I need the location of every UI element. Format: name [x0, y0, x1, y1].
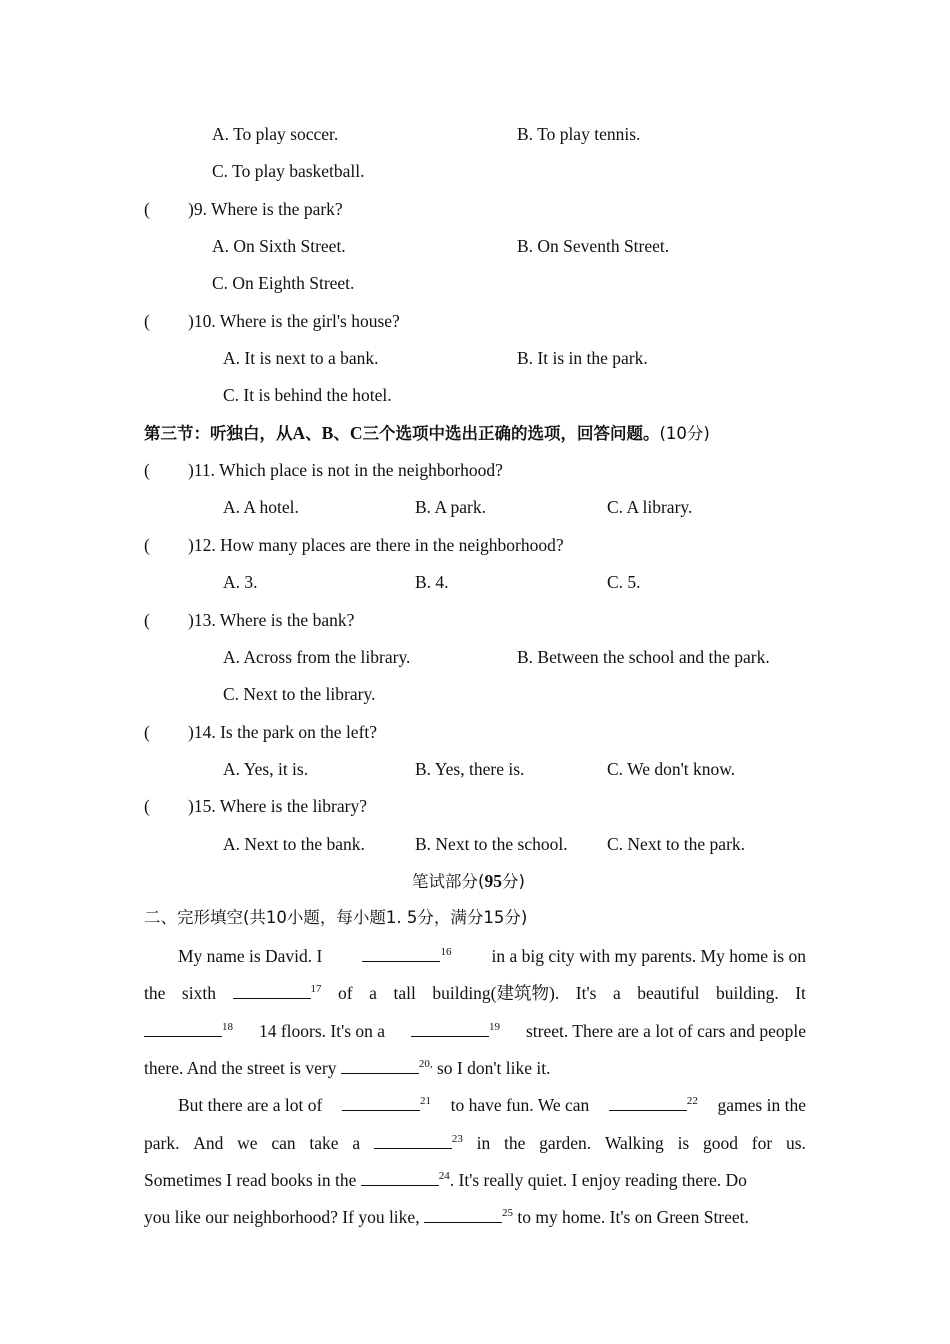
q9-option-c: C. On Eighth Street. [212, 273, 355, 293]
q12-option-b: B. 4. [415, 572, 449, 592]
cloze-p2-line4 [144, 1206, 749, 1228]
q9-option-a: A. On Sixth Street. [212, 236, 346, 256]
question-text: 13. Where is the bank? [193, 610, 355, 630]
text: to have fun. We can [450, 1095, 590, 1115]
text: Sometimes I read books in the [144, 1170, 357, 1190]
answer-paren-close: ) [188, 199, 194, 219]
word: the [144, 983, 166, 1003]
word: can [271, 1133, 296, 1153]
question-12 [144, 534, 564, 556]
text: you like our neighborhood? If you like, [144, 1207, 420, 1227]
blank-number: 17 [310, 983, 322, 996]
word: the [504, 1133, 526, 1153]
blank-number: 20, [418, 1058, 433, 1071]
text: there. And the street is very [144, 1058, 337, 1078]
word: a [369, 983, 377, 1003]
heading-letter-c: C [349, 423, 363, 443]
written-part-title [412, 870, 525, 893]
word: And [193, 1133, 224, 1153]
word: for [751, 1133, 773, 1153]
question-text: 15. Where is the library? [193, 796, 367, 816]
cloze-p2-line1 [178, 1094, 806, 1116]
cloze-p1-line3 [144, 1020, 806, 1042]
blank-number: 19 [489, 1021, 500, 1034]
text: games in the [717, 1095, 806, 1115]
q11-option-a: A. A hotel. [223, 497, 299, 517]
question-9 [144, 198, 343, 220]
q11-option-b: B. A park. [415, 497, 486, 517]
q13-option-b: B. Between the school and the park. [517, 647, 770, 667]
question-text: 9. Where is the park? [193, 199, 343, 219]
answer-paren-close: ) [188, 535, 194, 555]
word: a [352, 1133, 361, 1153]
q10-option-b: B. It is in the park. [517, 348, 648, 368]
word: building(建筑物). [432, 983, 560, 1003]
q11-option-c: C. A library. [607, 497, 693, 517]
text: . It's really quiet. I enjoy reading there. Do [449, 1170, 747, 1190]
word: we [237, 1133, 258, 1153]
q14-option-b: B. Yes, there is. [415, 759, 525, 779]
q10-option-c: C. It is behind the hotel. [223, 385, 392, 405]
blank-number: 25 [501, 1207, 513, 1220]
heading-score: (10分) [659, 424, 710, 443]
blank-number: 23 [451, 1133, 463, 1146]
answer-paren-close: ) [188, 460, 194, 480]
word: sixth [181, 983, 216, 1003]
word: good [703, 1133, 739, 1153]
word: of [338, 983, 353, 1003]
text: to my home. It's on Green Street. [517, 1207, 749, 1227]
heading-text: 第三节：听独白，从 [144, 424, 293, 443]
word: tall [393, 983, 416, 1003]
q14-option-c: C. We don't know. [607, 759, 736, 779]
blank-19[interactable] [411, 1021, 489, 1037]
blank-number: 24 [438, 1170, 450, 1183]
question-text: 12. How many places are there in the neighborhood? [193, 535, 564, 555]
answer-paren-close: ) [188, 610, 194, 630]
question-13 [144, 609, 354, 631]
q15-option-a: A. Next to the bank. [223, 834, 365, 854]
blank-16[interactable] [362, 946, 440, 962]
word: It [795, 983, 806, 1003]
blank-number: 21 [419, 1095, 431, 1108]
question-11 [144, 459, 503, 481]
cloze-p2-line3 [144, 1169, 747, 1191]
question-text: 11. Which place is not in the neighborhood? [193, 460, 503, 480]
q12-option-c: C. 5. [607, 572, 641, 592]
blank-18[interactable] [144, 1021, 222, 1037]
title-text: 笔试部分( [412, 872, 485, 891]
word: park. [144, 1133, 180, 1153]
answer-paren-open: ( [144, 610, 150, 630]
answer-paren-open: ( [144, 460, 150, 480]
cloze-p1-line1 [178, 945, 806, 967]
heading-letter-a: A [292, 423, 306, 443]
cloze-p2-line2 [144, 1132, 806, 1154]
q14-option-a: A. Yes, it is. [223, 759, 309, 779]
blank-24[interactable] [361, 1170, 439, 1186]
word: garden. [539, 1133, 592, 1153]
answer-paren-open: ( [144, 199, 150, 219]
text: But there are a lot of [178, 1095, 323, 1115]
title-text: 分) [501, 872, 525, 891]
blank-20[interactable] [341, 1058, 419, 1074]
answer-paren-close: ) [188, 311, 194, 331]
q8-option-b: B. To play tennis. [517, 124, 641, 144]
q8-option-a: A. To play soccer. [212, 124, 339, 144]
blank-25[interactable] [424, 1207, 502, 1223]
question-text: 14. Is the park on the left? [193, 722, 378, 742]
answer-paren-open: ( [144, 535, 150, 555]
word: us. [785, 1133, 806, 1153]
word: in [476, 1133, 491, 1153]
cloze-p1-line4 [144, 1057, 550, 1079]
word: building. [715, 983, 779, 1003]
text: street. There are a lot of cars and people [525, 1021, 806, 1041]
question-10 [144, 310, 400, 332]
answer-paren-open: ( [144, 722, 150, 742]
q12-option-a: A. 3. [223, 572, 258, 592]
answer-paren-open: ( [144, 311, 150, 331]
heading-text: 三个选项中选出正确的选项，回答问题。 [362, 424, 660, 443]
blank-21[interactable] [342, 1095, 420, 1111]
heading-letter-b: B [321, 423, 334, 443]
blank-number: 18 [222, 1021, 233, 1034]
blank-22[interactable] [609, 1095, 687, 1111]
text: 14 floors. It's on a [258, 1021, 386, 1041]
answer-paren-open: ( [144, 796, 150, 816]
section-3-heading [144, 422, 710, 445]
text: in a big city with my parents. My home is on [491, 946, 806, 966]
title-score: 95 [484, 871, 502, 891]
blank-17[interactable] [233, 983, 311, 999]
heading-sep: 、 [333, 424, 350, 443]
blank-number: 22 [686, 1095, 698, 1108]
cloze-p1-line2 [144, 982, 806, 1004]
answer-paren-close: ) [188, 722, 194, 742]
text: so I don't like it. [436, 1058, 551, 1078]
heading-sep: 、 [305, 424, 322, 443]
blank-23[interactable] [374, 1133, 452, 1149]
q15-option-b: B. Next to the school. [415, 834, 568, 854]
q13-option-c: C. Next to the library. [223, 684, 376, 704]
q13-option-a: A. Across from the library. [223, 647, 411, 667]
question-15 [144, 795, 367, 817]
blank-number: 16 [440, 946, 452, 959]
question-text: 10. Where is the girl's house? [193, 311, 400, 331]
q8-option-c: C. To play basketball. [212, 161, 365, 181]
word: a [612, 983, 621, 1003]
text: My name is David. I [178, 946, 323, 966]
q9-option-b: B. On Seventh Street. [517, 236, 670, 256]
word: It's [575, 983, 597, 1003]
question-14 [144, 721, 377, 743]
cloze-heading: 二、完形填空(共10小题，每小题1. 5分，满分15分) [144, 908, 528, 927]
word: take [309, 1133, 339, 1153]
word: beautiful [637, 983, 700, 1003]
q10-option-a: A. It is next to a bank. [223, 348, 379, 368]
word: Walking [604, 1133, 664, 1153]
word: is [677, 1133, 690, 1153]
q15-option-c: C. Next to the park. [607, 834, 746, 854]
answer-paren-close: ) [188, 796, 194, 816]
